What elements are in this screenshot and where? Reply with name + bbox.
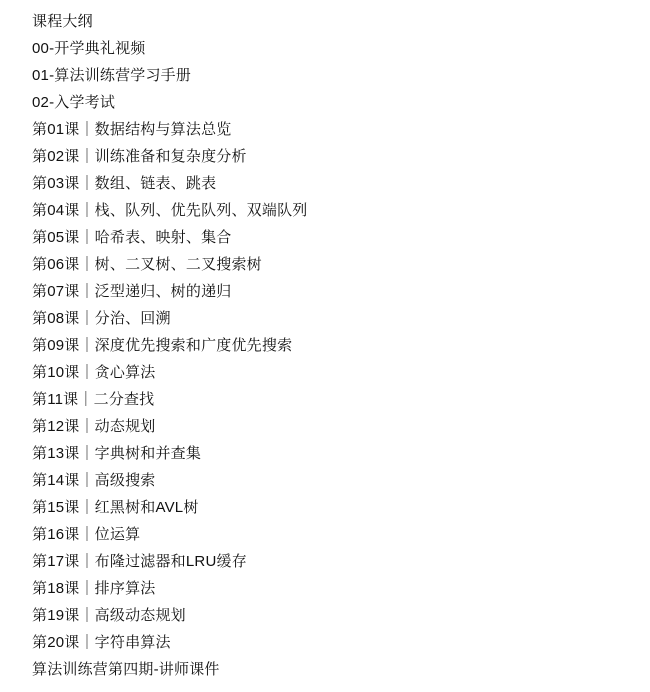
list-item: 课程大纲: [32, 13, 93, 30]
list-item: 第14课｜高级搜索: [32, 472, 156, 489]
list-item: 第17课｜布隆过滤器和LRU缓存: [32, 553, 247, 570]
list-item: 第11课｜二分查找: [32, 391, 155, 408]
list-item: 第08课｜分治、回溯: [32, 310, 171, 327]
list-item: 第15课｜红黑树和AVL树: [32, 499, 199, 516]
list-item: 第09课｜深度优先搜索和广度优先搜索: [32, 337, 293, 354]
list-item: 第02课｜训练准备和复杂度分析: [32, 148, 247, 165]
list-item: 第10课｜贪心算法: [32, 364, 156, 381]
list-item: 算法训练营第四期-讲师课件: [32, 661, 220, 678]
list-item: 第04课｜栈、队列、优先队列、双端队列: [32, 202, 308, 219]
list-item: 01-算法训练营学习手册: [32, 67, 192, 84]
list-item: 第03课｜数组、链表、跳表: [32, 175, 217, 192]
list-item: 第07课｜泛型递归、树的递归: [32, 283, 232, 300]
list-item: 第12课｜动态规划: [32, 418, 156, 435]
list-item: 00-开学典礼视频: [32, 40, 146, 57]
list-item: 第05课｜哈希表、映射、集合: [32, 229, 232, 246]
list-item: 第16课｜位运算: [32, 526, 141, 543]
list-item: 第13课｜字典树和并查集: [32, 445, 202, 462]
list-item: 第20课｜字符串算法: [32, 634, 171, 651]
list-item: 第18课｜排序算法: [32, 580, 156, 597]
list-item: 第19课｜高级动态规划: [32, 607, 186, 624]
list-item: 02-入学考试: [32, 94, 116, 111]
list-item: 第01课｜数据结构与算法总览: [32, 121, 232, 138]
list-item: 第06课｜树、二叉树、二叉搜索树: [32, 256, 262, 273]
